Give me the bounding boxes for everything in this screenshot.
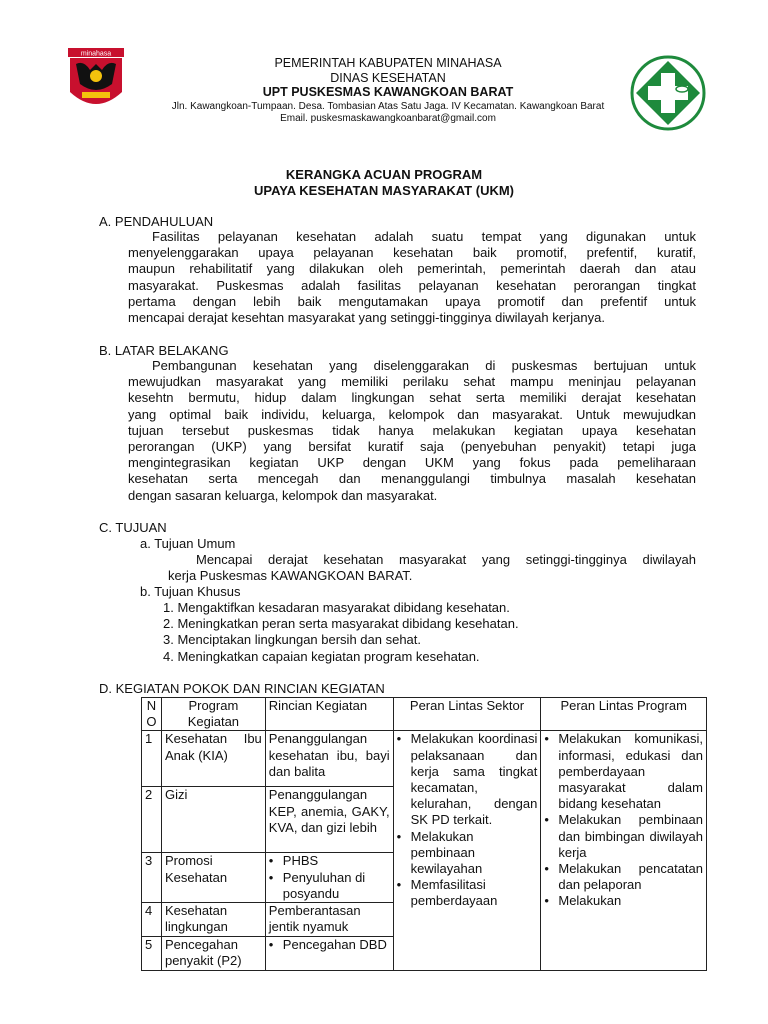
- tujuan-umum-body: [168, 552, 696, 584]
- th-program: Program Kegiatan: [161, 698, 265, 731]
- b-line-3: kesehtn bermutu, hidup dalam lingkungan sehat serta memiliki derajat kesehatan: [128, 390, 696, 406]
- health-logo: [630, 55, 706, 131]
- doc-title-1: KERANGKA ACUAN PROGRAM: [285, 167, 483, 182]
- khusus-item-3: 3. Menciptakan lingkungan bersih dan sehat.: [163, 632, 422, 647]
- th-rincian: Rincian Kegiatan: [265, 698, 393, 731]
- lintas-sektor-cell: • Melakukan koordinasi pelaksanaan dan kerja sama tingkat kecamatan, kelurahan, dengan SK PD terkait. • Melakukan pembinaan kewilayahan • Memfasilitasi pemberdayaan: [393, 731, 541, 971]
- table-header-row: [142, 698, 707, 731]
- b-line-5: tujuan tersebut puskesmas tidak hanya melakukan kegiatan upaya kesehatan: [128, 422, 696, 438]
- header-email: Email. puskesmaskawangkoanbarat@gmail.com: [280, 113, 496, 124]
- regency-logo: [68, 48, 124, 110]
- b-line-7: mengintegrasikan kegiatan UKP dengan UKM yang fokus pada pemeliharaan: [128, 455, 696, 471]
- b-line-4: yang optimal baik individu, keluarga, kelompok dan masyarakat. Untuk mewujudkan: [128, 406, 696, 422]
- tujuan-khusus-label: b. Tujuan Khusus: [140, 584, 241, 599]
- header-line-2: DINAS KESEHATAN: [330, 71, 446, 85]
- a-line-6: mencapai derajat kesehtan masyarakat yang setinggi-tingginya diwilayah kerjanya.: [128, 310, 605, 326]
- section-a-body: [128, 229, 696, 326]
- section-b-body: [128, 358, 696, 504]
- row-rincian: Pemberantasan jentik nyamuk: [265, 903, 393, 937]
- th-lintas-program: Peran Lintas Program: [541, 698, 707, 731]
- khusus-item-4: 4. Meningkatkan capaian kegiatan program kesehatan.: [163, 649, 480, 664]
- b-line-8: kesehatan serta mencegah dan menanggulangi timbulnya masalah kesehatan: [128, 471, 696, 487]
- program-item: Melakukan pencatatan dan pelaporan: [558, 861, 703, 893]
- row-no: 1: [142, 731, 162, 787]
- section-a-heading: A. PENDAHULUAN: [99, 214, 214, 229]
- row-no: 4: [142, 903, 162, 937]
- row-program: Kesehatan lingkungan: [161, 903, 265, 937]
- header-line-1: PEMERINTAH KABUPATEN MINAHASA: [274, 56, 502, 70]
- section-d-heading: D. KEGIATAN POKOK DAN RINCIAN KEGIATAN: [99, 681, 385, 696]
- rincian-bullet: Pencegahan DBD: [282, 937, 387, 953]
- b-line-9: dengan sasaran keluarga, kelompok dan masyarakat.: [128, 487, 438, 503]
- umum-line-2: kerja Puskesmas KAWANGKOAN BARAT.: [168, 568, 413, 584]
- rincian-bullet: PHBS: [282, 853, 319, 869]
- th-lintas-sektor: Peran Lintas Sektor: [393, 698, 541, 731]
- a-line-2: menyelenggarakan upaya pelayanan kesehatan baik promotif, prefentif, kuratif,: [128, 245, 696, 261]
- row-program: Promosi Kesehatan: [161, 853, 265, 903]
- header-address: Jln. Kawangkoan-Tumpaan. Desa. Tombasian Atas Satu Jaga. IV Kecamatan. Kawangkoan Barat: [171, 101, 605, 112]
- row-no: 3: [142, 853, 162, 903]
- section-c-heading: C. TUJUAN: [99, 520, 167, 535]
- b-line-1: Pembangunan kesehatan yang diselenggarakan di puskesmas bertujuan untuk: [152, 358, 696, 373]
- row-no: 5: [142, 937, 162, 971]
- program-item: Melakukan pembinaan dan bimbingan diwilayah kerja: [558, 812, 703, 860]
- row-program: Pencegahan penyakit (P2): [161, 937, 265, 971]
- section-b-heading: B. LATAR BELAKANG: [99, 343, 229, 358]
- th-no: N O: [142, 698, 162, 731]
- khusus-item-2: 2. Meningkatkan peran serta masyarakat dibidang kesehatan.: [163, 616, 519, 631]
- sektor-item: Memfasilitasi pemberdayaan: [410, 877, 498, 909]
- a-line-5: pertama dengan lebih baik mengutamakan upaya promotif dan prefentif untuk: [128, 293, 696, 309]
- sektor-item: Melakukan pembinaan kewilayahan: [410, 828, 483, 877]
- lintas-program-cell: • Melakukan komunikasi, informasi, edukasi dan pemberdayaan masyarakat dalam bidang kesehatan • Melakukan pembinaan dan bimbingan diwilayah kerja • Melakukan pencatatan dan pelaporan • Melakukan: [541, 731, 707, 971]
- activity-table: [141, 697, 707, 971]
- table-row: [142, 731, 707, 787]
- row-no: 2: [142, 787, 162, 853]
- a-line-3: maupun rehabilitatif yang dilakukan oleh pemerintah, pemerintah daerah dan atau: [128, 261, 696, 277]
- program-item: Melakukan komunikasi, informasi, edukasi dan pemberdayaan masyarakat dalam bidang kesehatan: [558, 731, 703, 812]
- tujuan-umum-label: a. Tujuan Umum: [140, 536, 236, 551]
- rincian-bullet: Penyuluhan di posyandu: [282, 869, 366, 901]
- a-line-1: Fasilitas pelayanan kesehatan adalah suatu tempat yang digunakan untuk: [152, 229, 696, 244]
- header-line-3: UPT PUSKESMAS KAWANGKOAN BARAT: [262, 85, 514, 99]
- row-rincian: Penanggulangan kesehatan ibu, bayi dan balita: [265, 731, 393, 787]
- khusus-item-1: 1. Mengaktifkan kesadaran masyarakat dibidang kesehatan.: [163, 600, 510, 615]
- logo-text: minahasa: [80, 50, 112, 58]
- row-program: Gizi: [161, 787, 265, 853]
- row-program: Kesehatan Ibu Anak (KIA): [161, 731, 265, 787]
- row-rincian: • PHBS • Penyuluhan di posyandu: [265, 853, 393, 903]
- sektor-item: Melakukan koordinasi pelaksanaan dan kerja sama tingkat kecamatan, kelurahan, dengan SK PD terkait.: [410, 731, 538, 828]
- umum-line-1: Mencapai derajat kesehatan masyarakat yang setinggi-tingginya diwilayah: [196, 552, 696, 567]
- b-line-2: mewujudkan masyarakat yang memiliki perilaku sehat mampu meninjau pelayanan: [128, 374, 696, 390]
- a-line-4: masyarakat. Puskesmas adalah fasilitas pelayanan kesehatan perorangan tingkat: [128, 277, 696, 293]
- doc-title-2: UPAYA KESEHATAN MASYARAKAT (UKM): [253, 183, 515, 198]
- row-rincian: • Pencegahan DBD: [265, 937, 393, 971]
- b-line-6: perorangan (UKP) yang bersifat kuratif saja (penyebuhan penyakit) tetapi juga: [128, 439, 696, 455]
- program-item: Melakukan: [558, 893, 622, 909]
- row-rincian: Penanggulangan KEP, anemia, GAKY, KVA, dan gizi lebih: [265, 787, 393, 853]
